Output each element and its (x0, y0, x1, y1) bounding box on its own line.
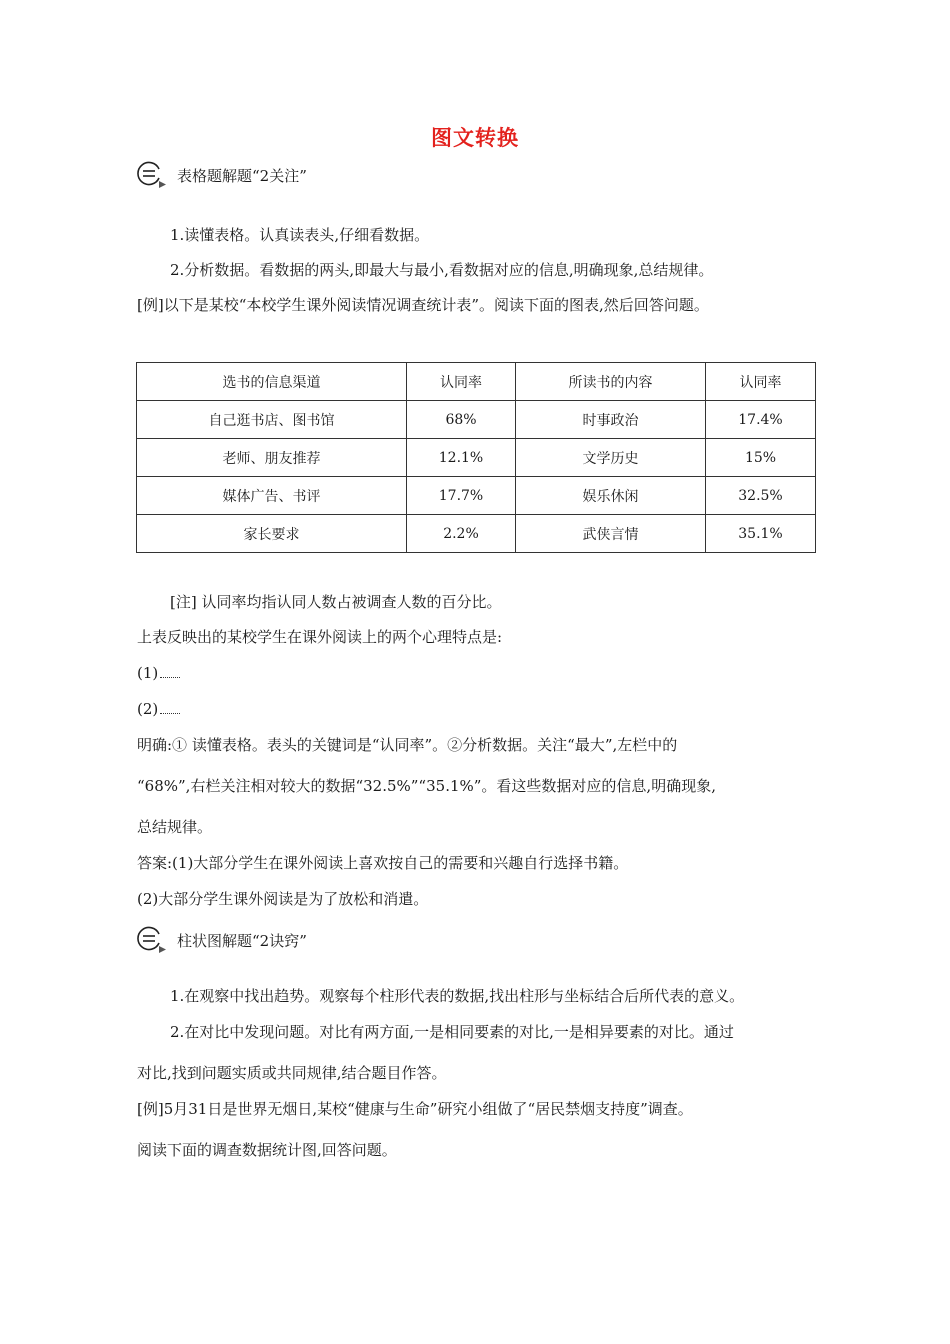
blank-line (160, 701, 180, 714)
example-intro-1: [例]以下是某校“本校学生课外阅读情况调查统计表”。阅读下面的图表,然后回答问题。 (137, 296, 709, 314)
table-row (137, 515, 816, 553)
bar-point-2: 2.在对比中发现问题。对比有两方面,一是相同要素的对比,一是相异要素的对比。通过 (170, 1023, 734, 1041)
table-cell: 娱乐休闲 (516, 477, 706, 515)
table-note: [注] 认同率均指认同人数占被调查人数的百分比。 (170, 593, 502, 611)
table-row (137, 477, 816, 515)
answer-blank-2 (137, 699, 180, 719)
bar-point-1: 1.在观察中找出趋势。观察每个柱形代表的数据,找出柱形与坐标结合后所代表的意义。 (170, 987, 745, 1005)
section-badge-icon (135, 160, 175, 190)
point-2: 2.分析数据。看数据的两头,即最大与最小,看数据对应的信息,明确现象,总结规律。 (170, 261, 714, 279)
table-cell: 老师、朋友推荐 (137, 439, 407, 477)
table-cell: 2.2% (407, 515, 516, 553)
point-1: 1.读懂表格。认真读表头,仔细看数据。 (170, 226, 430, 244)
blank-line (160, 665, 180, 678)
table-cell: 自己逛书店、图书馆 (137, 401, 407, 439)
blank-label: (1) (137, 664, 159, 682)
table-cell: 32.5% (706, 477, 816, 515)
question-text: 上表反映出的某校学生在课外阅读上的两个心理特点是: (137, 628, 503, 646)
blank-label: (2) (137, 700, 159, 718)
answer-line-1: 答案:(1)大部分学生在课外阅读上喜欢按自己的需要和兴趣自行选择书籍。 (137, 854, 629, 872)
table-cell: 17.7% (407, 477, 516, 515)
table-cell: 武侠言情 (516, 515, 706, 553)
page-title: 图文转换 (431, 126, 519, 150)
table-cell: 文学历史 (516, 439, 706, 477)
table-header-cell: 认同率 (706, 363, 816, 401)
explanation-line-2: “68%”,右栏关注相对较大的数据“32.5%”“35.1%”。看这些数据对应的信息,明确现象, (137, 777, 716, 795)
table-header-row (137, 363, 816, 401)
table-cell: 68% (407, 401, 516, 439)
section-heading-2-label: 柱状图解题“2诀窍” (177, 932, 307, 950)
section-heading-1-label: 表格题解题“2关注” (177, 167, 307, 185)
example-intro-2: [例]5月31日是世界无烟日,某校“健康与生命”研究小组做了“居民禁烟支持度”调查。 (137, 1100, 693, 1118)
table-row (137, 401, 816, 439)
table-cell: 17.4% (706, 401, 816, 439)
table-cell: 家长要求 (137, 515, 407, 553)
explanation-line-3: 总结规律。 (137, 818, 213, 836)
table-cell: 媒体广告、书评 (137, 477, 407, 515)
table-header-cell: 认同率 (407, 363, 516, 401)
survey-table (136, 362, 816, 553)
explanation-line-1: 明确:① 读懂表格。表头的关键词是“认同率”。②分析数据。关注“最大”,左栏中的 (137, 736, 678, 754)
table-cell: 12.1% (407, 439, 516, 477)
example-intro-2-cont: 阅读下面的调查数据统计图,回答问题。 (137, 1141, 397, 1159)
table-row (137, 439, 816, 477)
table-header-cell: 选书的信息渠道 (137, 363, 407, 401)
table-header-cell: 所读书的内容 (516, 363, 706, 401)
table-cell: 15% (706, 439, 816, 477)
answer-line-2: (2)大部分学生课外阅读是为了放松和消遣。 (137, 890, 429, 908)
table-cell: 35.1% (706, 515, 816, 553)
bar-point-2-cont: 对比,找到问题实质或共同规律,结合题目作答。 (137, 1064, 447, 1082)
section-badge-icon (135, 925, 175, 955)
table-cell: 时事政治 (516, 401, 706, 439)
answer-blank-1 (137, 663, 180, 683)
